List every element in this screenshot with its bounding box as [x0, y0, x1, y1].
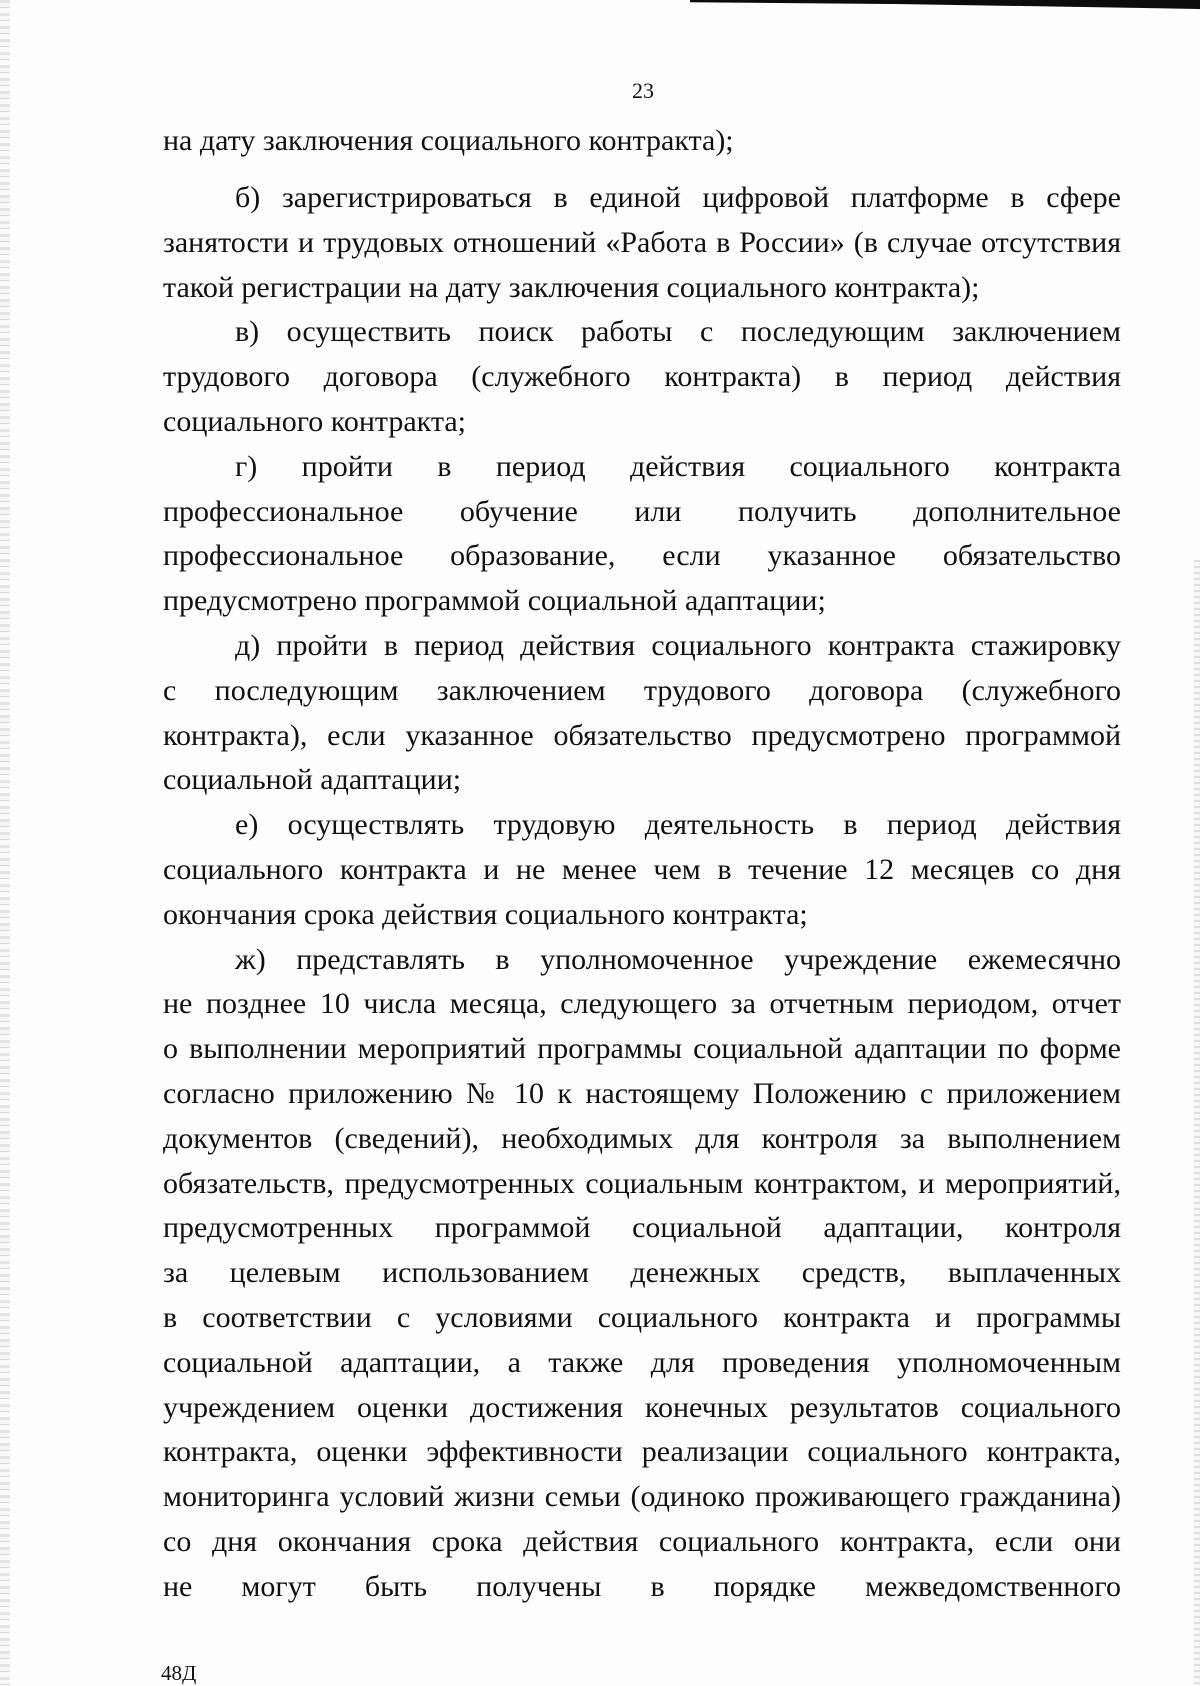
text-line: обязательств, предусмотренных социальным контрактом, и мероприятий, — [163, 1166, 1121, 1200]
text-line: не могут быть получены в порядке межведомственного — [163, 1569, 1121, 1603]
text-line: со дня окончания срока действия социального контракта, если они — [163, 1525, 1121, 1558]
text-line: о выполнении мероприятий программы социальной адаптации по форме — [163, 1032, 1121, 1066]
text-line: социального контракта и не менее чем в течение 12 месяцев со дня — [163, 853, 1121, 886]
text-line: трудового договора (служебного контракта) в период действия — [163, 360, 1121, 394]
text-line: с последующим заключением трудового договора (служебного — [163, 673, 1121, 707]
text-line: б) зарегистрироваться в единой цифровой платформе в сфере — [235, 181, 1121, 214]
text-line: профессиональное обучение или получить дополнительное — [163, 494, 1121, 528]
text-line: ж) представлять в уполномоченное учреждение ежемесячно — [235, 942, 1121, 976]
text-line: мониторинга условий жизни семьи (одиноко проживающего гражданина) — [163, 1480, 1121, 1514]
text-line: е) осуществлять трудовую деятельность в период действия — [235, 808, 1121, 842]
text-line: в) осуществить поиск работы с последующим заключением — [235, 315, 1121, 349]
page-number: 23 — [632, 78, 654, 103]
scan-edge-right — [1194, 560, 1200, 1686]
scan-top-shadow-bar — [690, 0, 1200, 9]
text-line: социальной адаптации; — [163, 763, 462, 797]
text-line: профессиональное образование, если указанное обязательство — [163, 539, 1121, 573]
text-line: г) пройти в период действия социального контракта — [235, 449, 1121, 483]
text-line: на дату заключения социального контракта); — [163, 124, 734, 157]
text-line: контракта, оценки эффективности реализации социального контракта, — [163, 1435, 1121, 1469]
text-line: за целевым использованием денежных средств, выплаченных — [163, 1256, 1121, 1290]
text-line: д) пройти в период действия социального контракта стажировку — [235, 629, 1121, 662]
text-line: окончания срока действия социального контракта; — [163, 897, 808, 931]
text-line: социальной адаптации, а также для проведения уполномоченным — [163, 1345, 1121, 1379]
text-line: социального контракта; — [163, 405, 466, 438]
text-line: в соответствии с условиями социального контракта и программы — [163, 1301, 1121, 1334]
text-line: предусмотренных программой социальной адаптации, контроля — [163, 1211, 1121, 1245]
text-line: занятости и трудовых отношений «Работа в России» (в случае отсутствия — [163, 225, 1121, 259]
footer-code: 48Д — [161, 1661, 197, 1685]
text-line: не позднее 10 числа месяца, следующего за отчетным периодом, отчет — [163, 987, 1121, 1021]
scan-edge-left — [0, 0, 10, 1686]
text-line: учреждением оценки достижения конечных результатов социального — [163, 1390, 1121, 1424]
text-line: согласно приложению № 10 к настоящему Положению с приложением — [163, 1077, 1121, 1110]
text-line: такой регистрации на дату заключения социального контракта); — [163, 270, 980, 304]
text-line: контракта), если указанное обязательство предусмотрено программой — [163, 718, 1121, 752]
text-line: документов (сведений), необходимых для контроля за выполнением — [163, 1121, 1121, 1155]
text-line: предусмотрено программой социальной адаптации; — [163, 584, 826, 618]
